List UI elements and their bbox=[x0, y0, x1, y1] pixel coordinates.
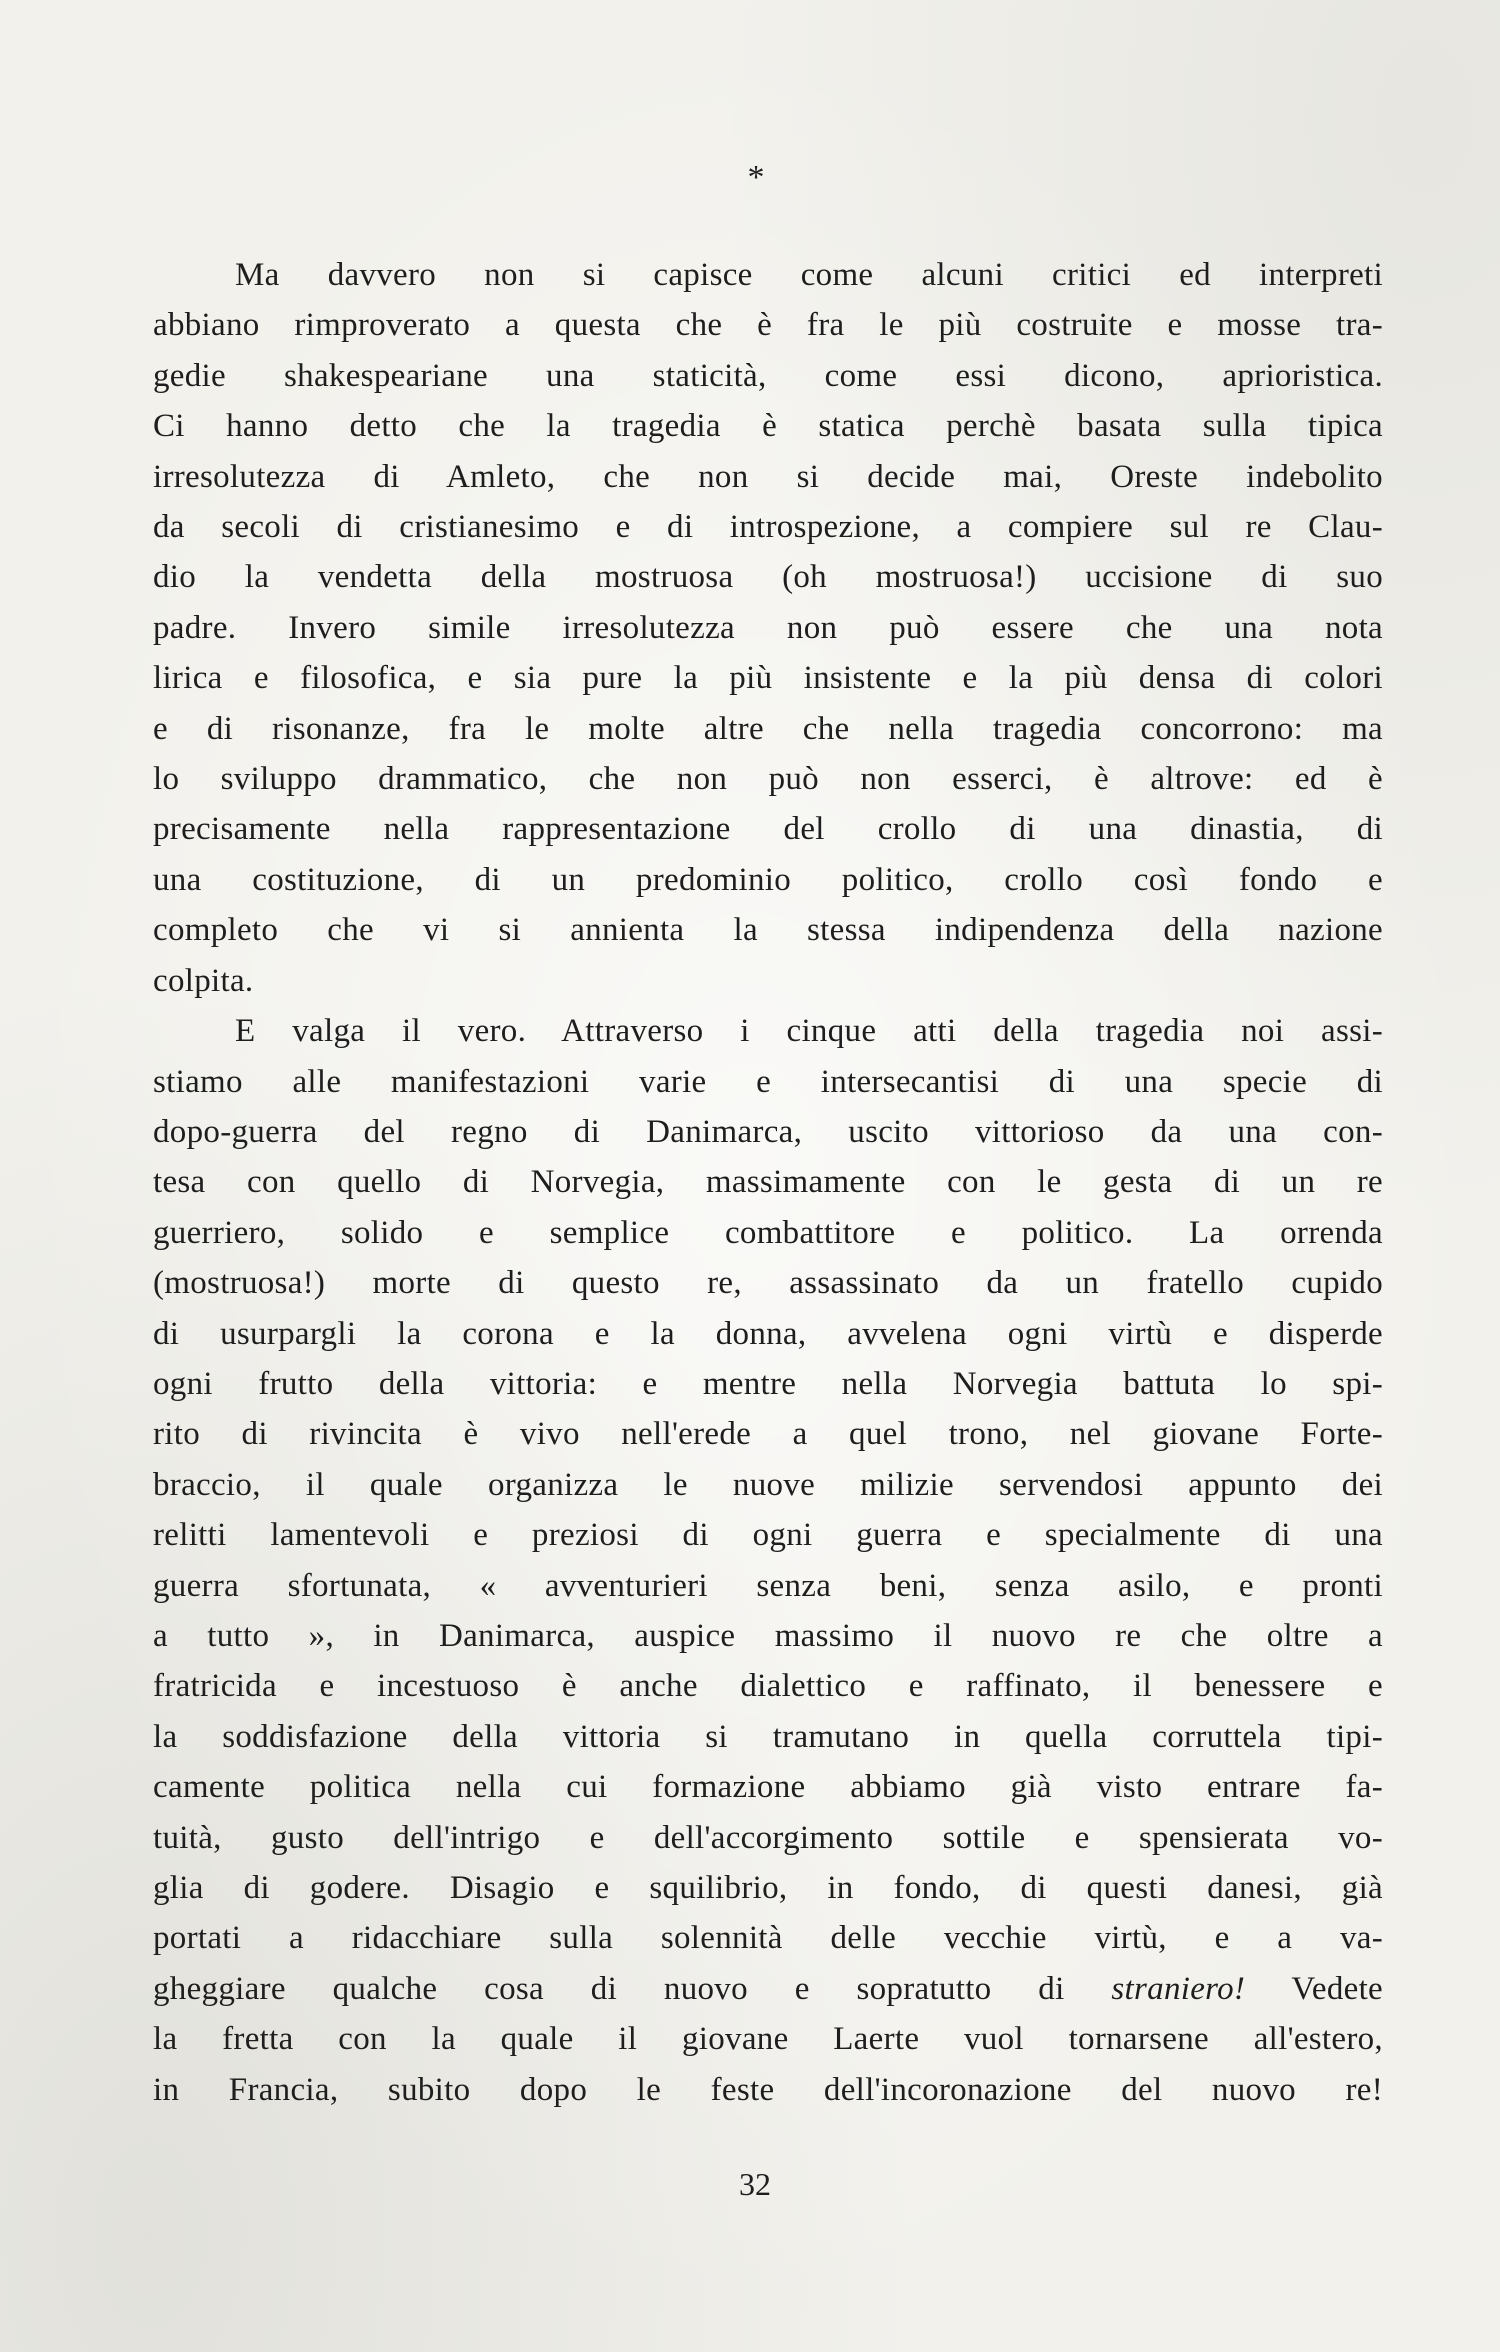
text-line-with-italic bbox=[153, 1964, 1383, 2014]
text-line: glia di godere. Disagio e squilibrio, in fondo, di questi danesi, già bbox=[153, 1870, 1383, 1906]
text-line: relitti lamentevoli e preziosi di ogni guerra e specialmente di una bbox=[153, 1517, 1383, 1554]
text-line: (mostruosa!) morte di questo re, assassinato da un fratello cupido bbox=[153, 1265, 1383, 1302]
text-line: rito di rivincita è vivo nell'erede a quel trono, nel giovane Forte- bbox=[153, 1416, 1383, 1453]
text-line: a tutto », in Danimarca, auspice massimo il nuovo re che oltre a bbox=[153, 1617, 1383, 1654]
text-line: la soddisfazione della vittoria si tramutano in quella corruttela tipi- bbox=[153, 1718, 1383, 1755]
text-line: tesa con quello di Norvegia, massimamente con le gesta di un re bbox=[153, 1164, 1383, 1201]
text-line: stiamo alle manifestazioni varie e intersecantisi di una specie di bbox=[153, 1063, 1383, 1100]
text-line: lo sviluppo drammatico, che non può non esserci, è altrove: ed è bbox=[153, 761, 1383, 798]
text-line: gedie shakespeariane una staticità, come essi dicono, aprioristica. bbox=[153, 357, 1383, 394]
text-line: da secoli di cristianesimo e di introspezione, a compiere sul re Clau- bbox=[153, 509, 1383, 546]
text-line: guerra sfortunata, « avventurieri senza beni, senza asilo, e pronti bbox=[153, 1567, 1383, 1604]
text-line: colpita. bbox=[153, 962, 254, 999]
text-line: irresolutezza di Amleto, che non si decide mai, Oreste indebolito bbox=[153, 458, 1383, 495]
text-line: una costituzione, di un predominio politico, crollo così fondo e bbox=[153, 861, 1383, 898]
text-line: Ci hanno detto che la tragedia è statica perchè basata sulla tipica bbox=[153, 408, 1383, 445]
text-line: lirica e filosofica, e sia pure la più insistente e la più densa di colori bbox=[153, 660, 1383, 697]
paragraph-1 bbox=[153, 250, 1383, 1006]
text-line: guerriero, solido e semplice combattitore e politico. La orrenda bbox=[153, 1214, 1383, 1251]
text-line: portati a ridacchiare sulla solennità delle vecchie virtù, e a va- bbox=[153, 1920, 1383, 1957]
text-line: di usurpargli la corona e la donna, avvelena ogni virtù e disperde bbox=[153, 1315, 1383, 1352]
text-line: braccio, il quale organizza le nuove milizie servendosi appunto dei bbox=[153, 1466, 1383, 1503]
section-asterisk: * bbox=[747, 159, 765, 196]
text-line: dopo-guerra del regno di Danimarca, uscito vittorioso da una con- bbox=[153, 1113, 1383, 1150]
text-line: la fretta con la quale il giovane Laerte vuol tornarsene all'estero, bbox=[153, 2021, 1383, 2058]
text-segment: Vedete bbox=[1245, 1970, 1383, 2007]
text-line: tuità, gusto dell'intrigo e dell'accorgimento sottile e spensierata vo- bbox=[153, 1819, 1383, 1856]
paragraph-2 bbox=[153, 1006, 1383, 2115]
text-segment: gheggiare qualche cosa di nuovo e sopratutto di bbox=[153, 1970, 1112, 2007]
italic-word: straniero! bbox=[1111, 1970, 1246, 2007]
text-line: precisamente nella rappresentazione del crollo di una dinastia, di bbox=[153, 811, 1383, 848]
text-line: dio la vendetta della mostruosa (oh mostruosa!) uccisione di suo bbox=[153, 559, 1383, 596]
text-line: ogni frutto della vittoria: e mentre nella Norvegia battuta lo spi- bbox=[153, 1365, 1383, 1402]
body-text bbox=[153, 250, 1383, 2115]
text-line: abbiano rimproverato a questa che è fra le più costruite e mosse tra- bbox=[153, 307, 1383, 344]
text-line: completo che vi si annienta la stessa indipendenza della nazione bbox=[153, 912, 1383, 949]
text-line: Ma davvero non si capisce come alcuni critici ed interpreti bbox=[235, 257, 1383, 293]
text-line: E valga il vero. Attraverso i cinque atti della tragedia noi assi- bbox=[235, 1013, 1383, 1050]
text-line: fratricida e incestuoso è anche dialettico e raffinato, il benessere e bbox=[153, 1668, 1383, 1705]
text-line: padre. Invero simile irresolutezza non può essere che una nota bbox=[153, 609, 1383, 646]
text-line: in Francia, subito dopo le feste dell'incoronazione del nuovo re! bbox=[153, 2071, 1383, 2108]
text-line: camente politica nella cui formazione abbiamo già visto entrare fa- bbox=[153, 1769, 1383, 1806]
page-number: 32 bbox=[739, 2166, 771, 2202]
text-line: e di risonanze, fra le molte altre che nella tragedia concorrono: ma bbox=[153, 710, 1383, 747]
